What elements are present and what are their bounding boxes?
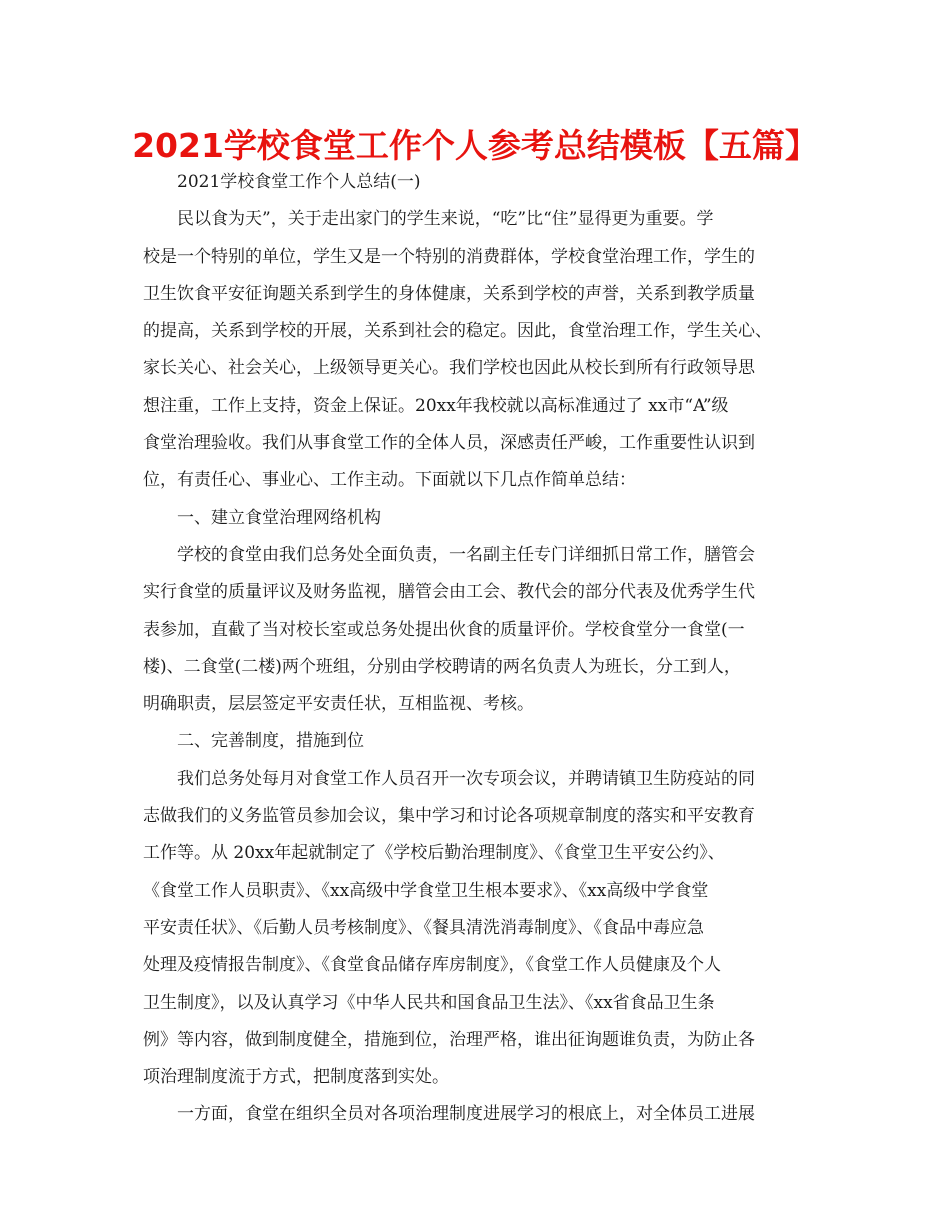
body-line: 的提高，关系到学校的开展，关系到社会的稳定。因此，食堂治理工作，学生关心、: [143, 321, 772, 342]
body-line: 食堂治理验收。我们从事食堂工作的全体人员，深感责任严峻，工作重要性认识到: [143, 433, 755, 454]
body-line: 表参加，直截了当对校长室或总务处提出伙食的质量评价。学校食堂分一食堂(一: [143, 619, 745, 640]
body-line: 校是一个特别的单位，学生又是一个特别的消费群体，学校食堂治理工作，学生的: [143, 246, 755, 267]
body-line: 我们总务处每月对食堂工作人员召开一次专项会议，并聘请镇卫生防疫站的同: [177, 768, 755, 789]
body-line: 一、建立食堂治理网络机构: [177, 507, 381, 528]
body-line: 处理及疫情报告制度》、《食堂食品储存库房制度》，《食堂工作人员健康及个人: [143, 955, 721, 976]
body-line: 楼)、二食堂(二楼)两个班组，分别由学校聘请的两名负责人为班长，分工到人，: [143, 656, 741, 677]
body-line: 志做我们的义务监管员参加会议，集中学习和讨论各项规章制度的落实和平安教育: [143, 806, 755, 827]
document-body: [143, 164, 823, 1134]
document-title: 2021学校食堂工作个人参考总结模板【五篇】: [132, 126, 818, 165]
body-line: 民以食为天”，关于走出家门的学生来说，“吃”比“住”显得更为重要。学: [177, 209, 714, 230]
body-line: 例》等内容，做到制度健全，措施到位，治理严格，谁出征询题谁负责，为防止各: [143, 1029, 755, 1050]
body-line: 平安责任状》、《后勤人员考核制度》、《餐具清洗消毒制度》、《食品中毒应急: [143, 917, 704, 938]
body-line: 工作等。从 20xx年起就制定了《学校后勤治理制度》、《食堂卫生平安公约》、: [143, 843, 725, 864]
body-line: 位，有责任心、事业心、工作主动。下面就以下几点作简单总结：: [143, 470, 636, 491]
body-line: 实行食堂的质量评议及财务监视，膳管会由工会、教代会的部分代表及优秀学生代: [143, 582, 755, 603]
body-line: 项治理制度流于方式，把制度落到实处。: [143, 1067, 449, 1088]
body-line: 卫生制度》，以及认真学习《中华人民共和国食品卫生法》、《xx省食品卫生条: [143, 992, 715, 1013]
body-line: 《食堂工作人员职责》、《xx高级中学食堂卫生根本要求》、《xx高级中学食堂: [143, 880, 709, 901]
body-line: 想注重，工作上支持，资金上保证。20xx年我校就以高标准通过了 xx市“A”级: [143, 395, 729, 416]
body-line: 明确职责，层层签定平安责任状，互相监视、考核。: [143, 694, 534, 715]
body-line: 家长关心、社会关心，上级领导更关心。我们学校也因此从校长到所有行政领导思: [143, 358, 755, 379]
body-line: 一方面，食堂在组织全员对各项治理制度进展学习的根底上，对全体员工进展: [177, 1104, 755, 1125]
body-line: 二、完善制度，措施到位: [177, 731, 364, 752]
body-line: 学校的食堂由我们总务处全面负责，一名副主任专门详细抓日常工作，膳管会: [177, 544, 755, 565]
body-line: 2021学校食堂工作个人总结(一): [177, 172, 421, 192]
body-line: 卫生饮食平安征询题关系到学生的身体健康，关系到学校的声誉，关系到教学质量: [143, 283, 755, 304]
